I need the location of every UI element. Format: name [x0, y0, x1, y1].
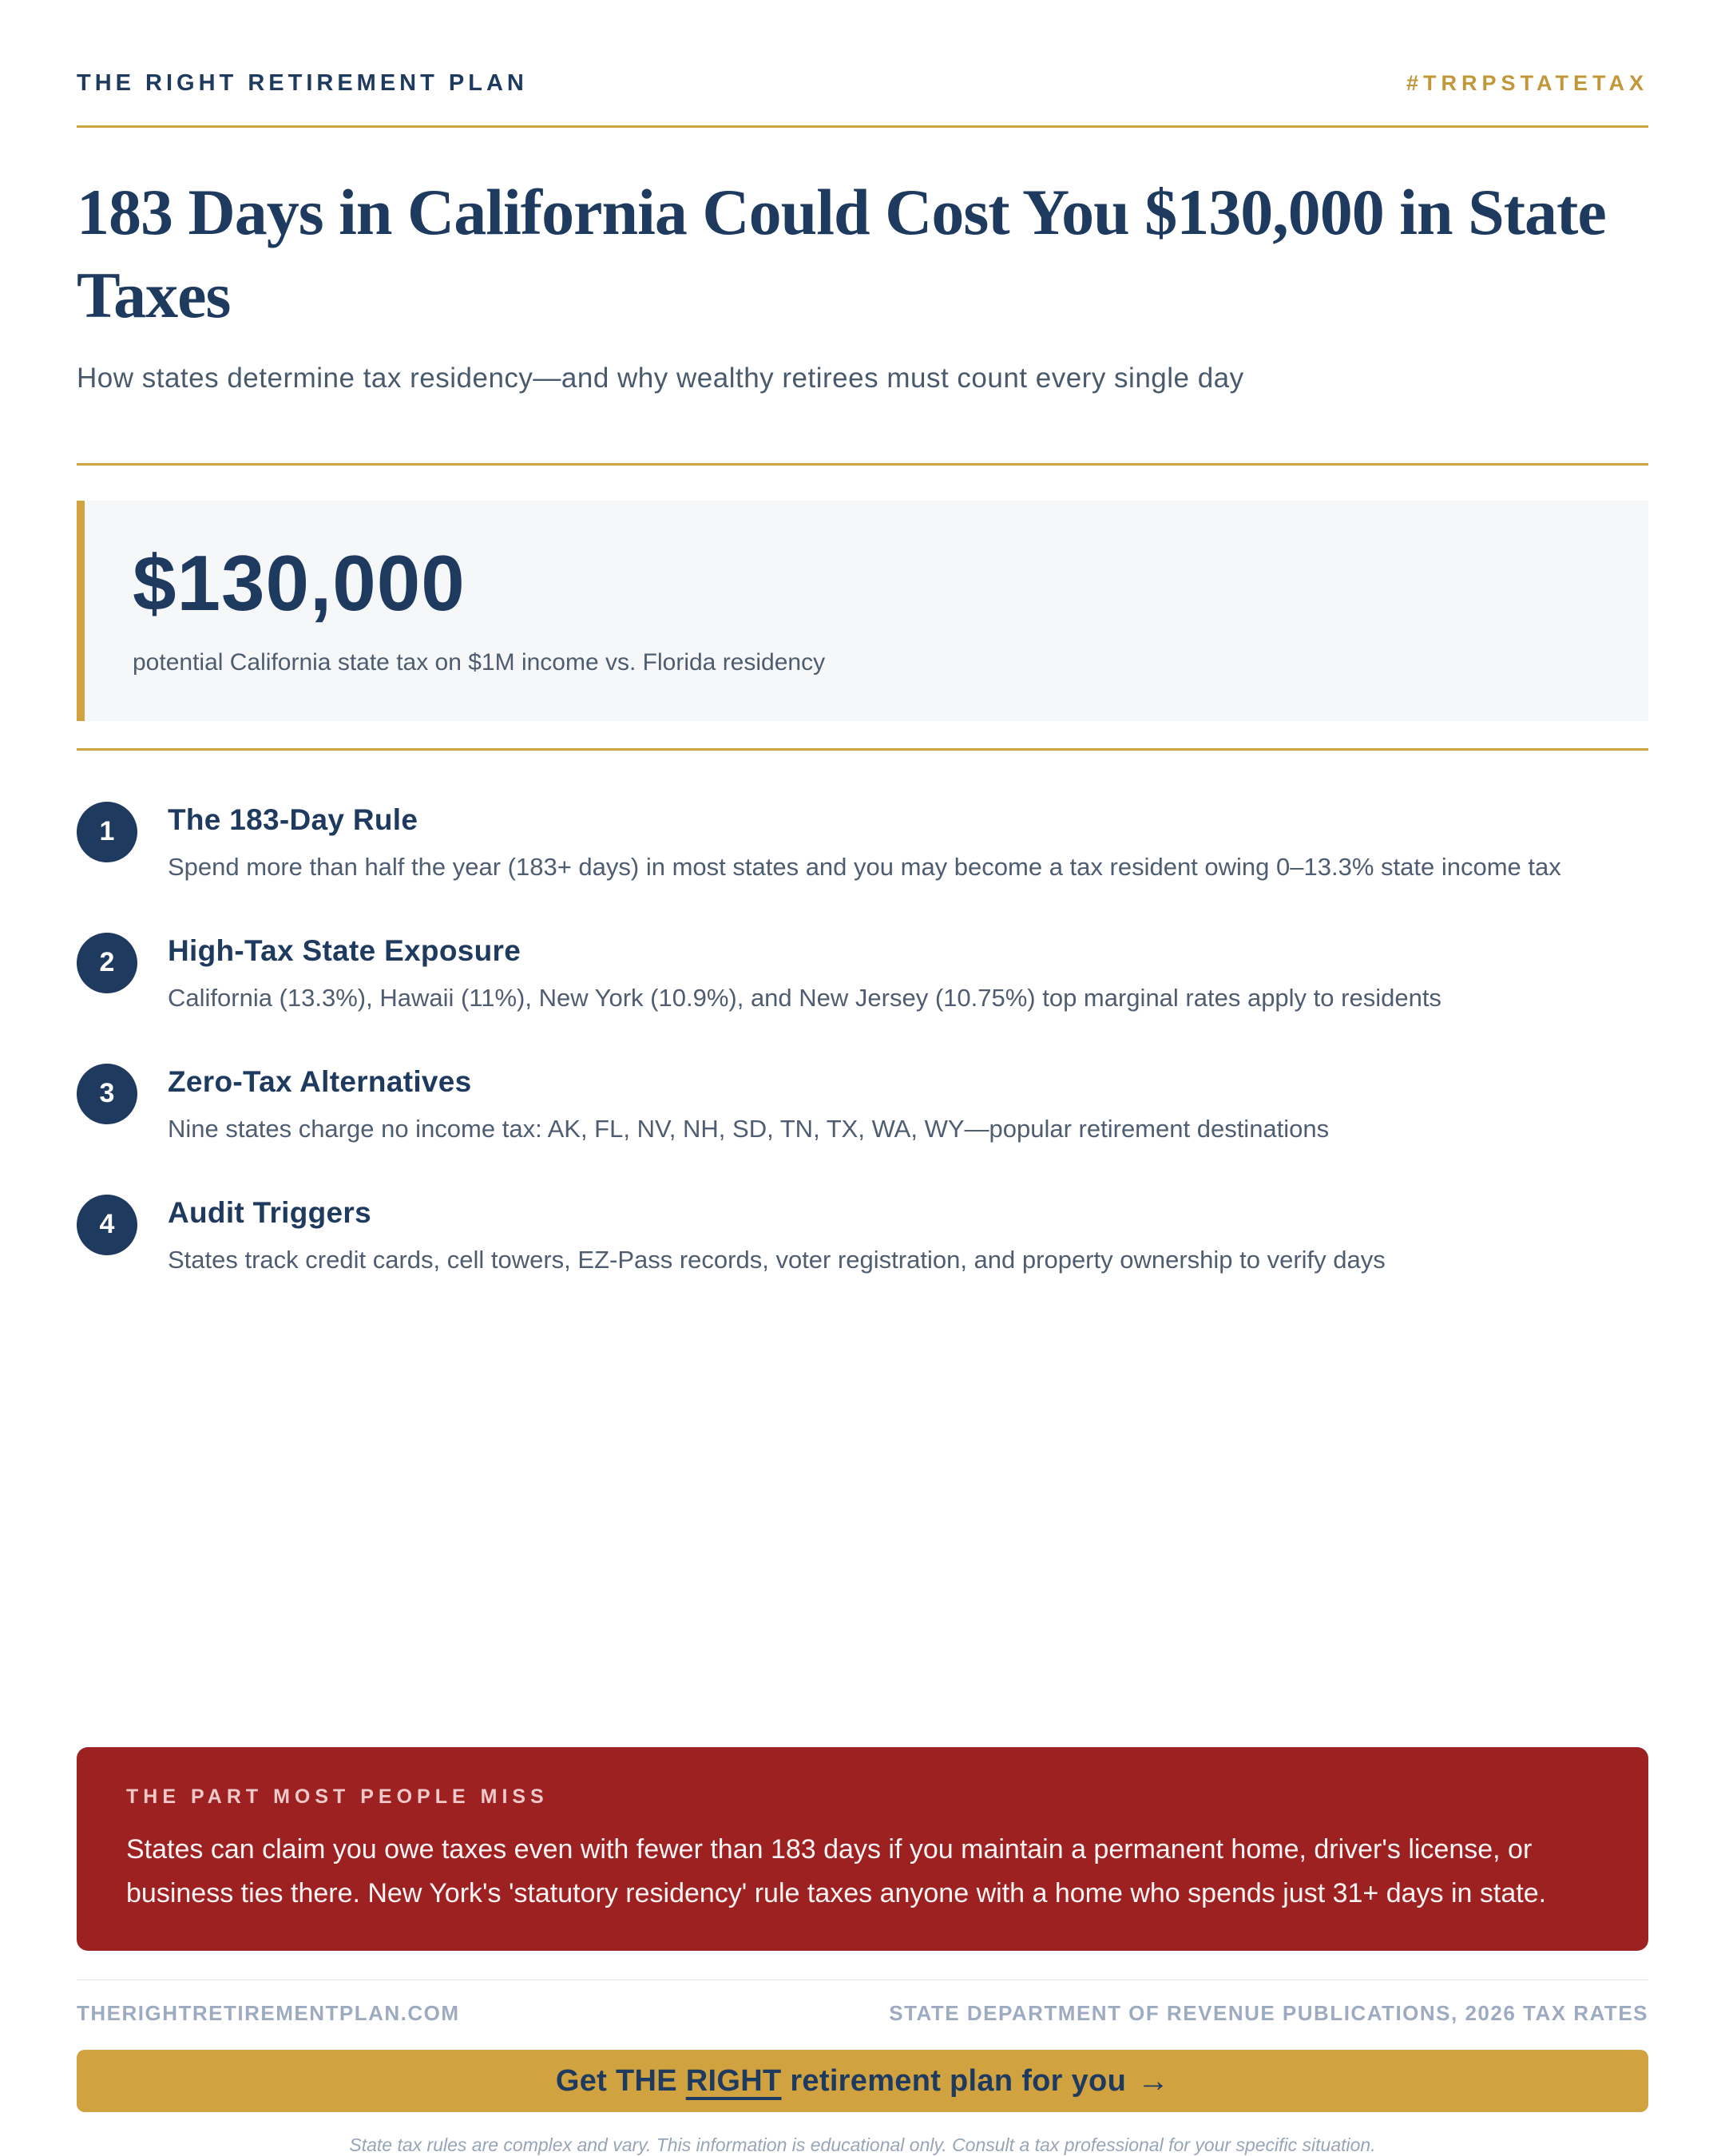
- list-item: [77, 1062, 1648, 1147]
- warning-callout-label: THE PART MOST PEOPLE MISS: [126, 1785, 549, 1808]
- arrow-right-icon: →: [1137, 2063, 1170, 2099]
- list-item-content: [168, 1193, 1386, 1278]
- list-item: [77, 800, 1648, 885]
- cta-text: [556, 2064, 1126, 2099]
- legal-disclaimer: State tax rules are complex and vary. This information is educational only. Consult a tax professional for your specific situation.: [349, 2134, 1376, 2156]
- warning-callout: [77, 1747, 1648, 1951]
- list-item-title: Audit Triggers: [168, 1195, 371, 1229]
- cta-button[interactable]: [77, 2050, 1648, 2112]
- number-badge: 1: [77, 802, 137, 862]
- footer: [77, 2001, 1648, 2026]
- list-item-description: Spend more than half the year (183+ days) in most states and you may become a tax resident owing 0–13.3% state income tax: [168, 852, 1561, 881]
- gold-divider-under-stat: [77, 748, 1648, 751]
- cta-text-underlined: RIGHT: [685, 2063, 782, 2098]
- stat-caption: potential California state tax on $1M income vs. Florida residency: [133, 648, 826, 676]
- cta-text-prefix: Get THE: [555, 2063, 686, 2098]
- list-item: [77, 1193, 1648, 1278]
- cta-text-suffix: retirement plan for you: [781, 2063, 1127, 2098]
- warning-callout-body: States can claim you owe taxes even with fewer than 183 days if you maintain a permanent home, driver's license, or business ties there. New York's 'statutory residency' rule taxes anyone with a home who spends just 31+ days in state.: [126, 1833, 1547, 1908]
- footer-source-citation: STATE DEPARTMENT OF REVENUE PUBLICATIONS, 2026 TAX RATES: [889, 2001, 1648, 2026]
- gold-divider-under-title: [77, 463, 1648, 466]
- list-item-content: [168, 800, 1561, 885]
- list-item-description: Nine states charge no income tax: AK, FL, NV, NH, SD, TN, TX, WA, WY—popular retirement destinations: [168, 1114, 1330, 1143]
- page-title: 183 Days in California Could Cost You $130,000 in State Taxes: [77, 175, 1606, 331]
- number-badge: 2: [77, 933, 137, 993]
- list-item-title: The 183-Day Rule: [168, 803, 418, 836]
- page-subtitle: How states determine tax residency—and why wealthy retirees must count every single day: [77, 363, 1244, 394]
- brand-title: THE RIGHT RETIREMENT PLAN: [77, 70, 528, 96]
- list-item: [77, 931, 1648, 1016]
- list-item-title: Zero-Tax Alternatives: [168, 1064, 472, 1098]
- number-badge: 3: [77, 1064, 137, 1124]
- list-item-title: High-Tax State Exposure: [168, 933, 521, 967]
- list-item-content: [168, 1062, 1329, 1147]
- key-points-list: [77, 800, 1648, 1278]
- number-badge: 4: [77, 1195, 137, 1255]
- list-item-description: States track credit cards, cell towers, EZ-Pass records, voter registration, and property ownership to verify days: [168, 1245, 1386, 1274]
- stat-value: $130,000: [133, 538, 466, 627]
- footer-site-url: THERIGHTRETIREMENTPLAN.COM: [77, 2001, 460, 2026]
- stat-callout: [77, 501, 1648, 721]
- gold-divider-top: [77, 125, 1648, 128]
- page-header: [77, 70, 1648, 97]
- hashtag-label: #TRRPSTATETAX: [1406, 71, 1648, 95]
- list-item-description: California (13.3%), Hawaii (11%), New York (10.9%), and New Jersey (10.75%) top marginal rates apply to residents: [168, 983, 1441, 1012]
- list-item-content: [168, 931, 1441, 1016]
